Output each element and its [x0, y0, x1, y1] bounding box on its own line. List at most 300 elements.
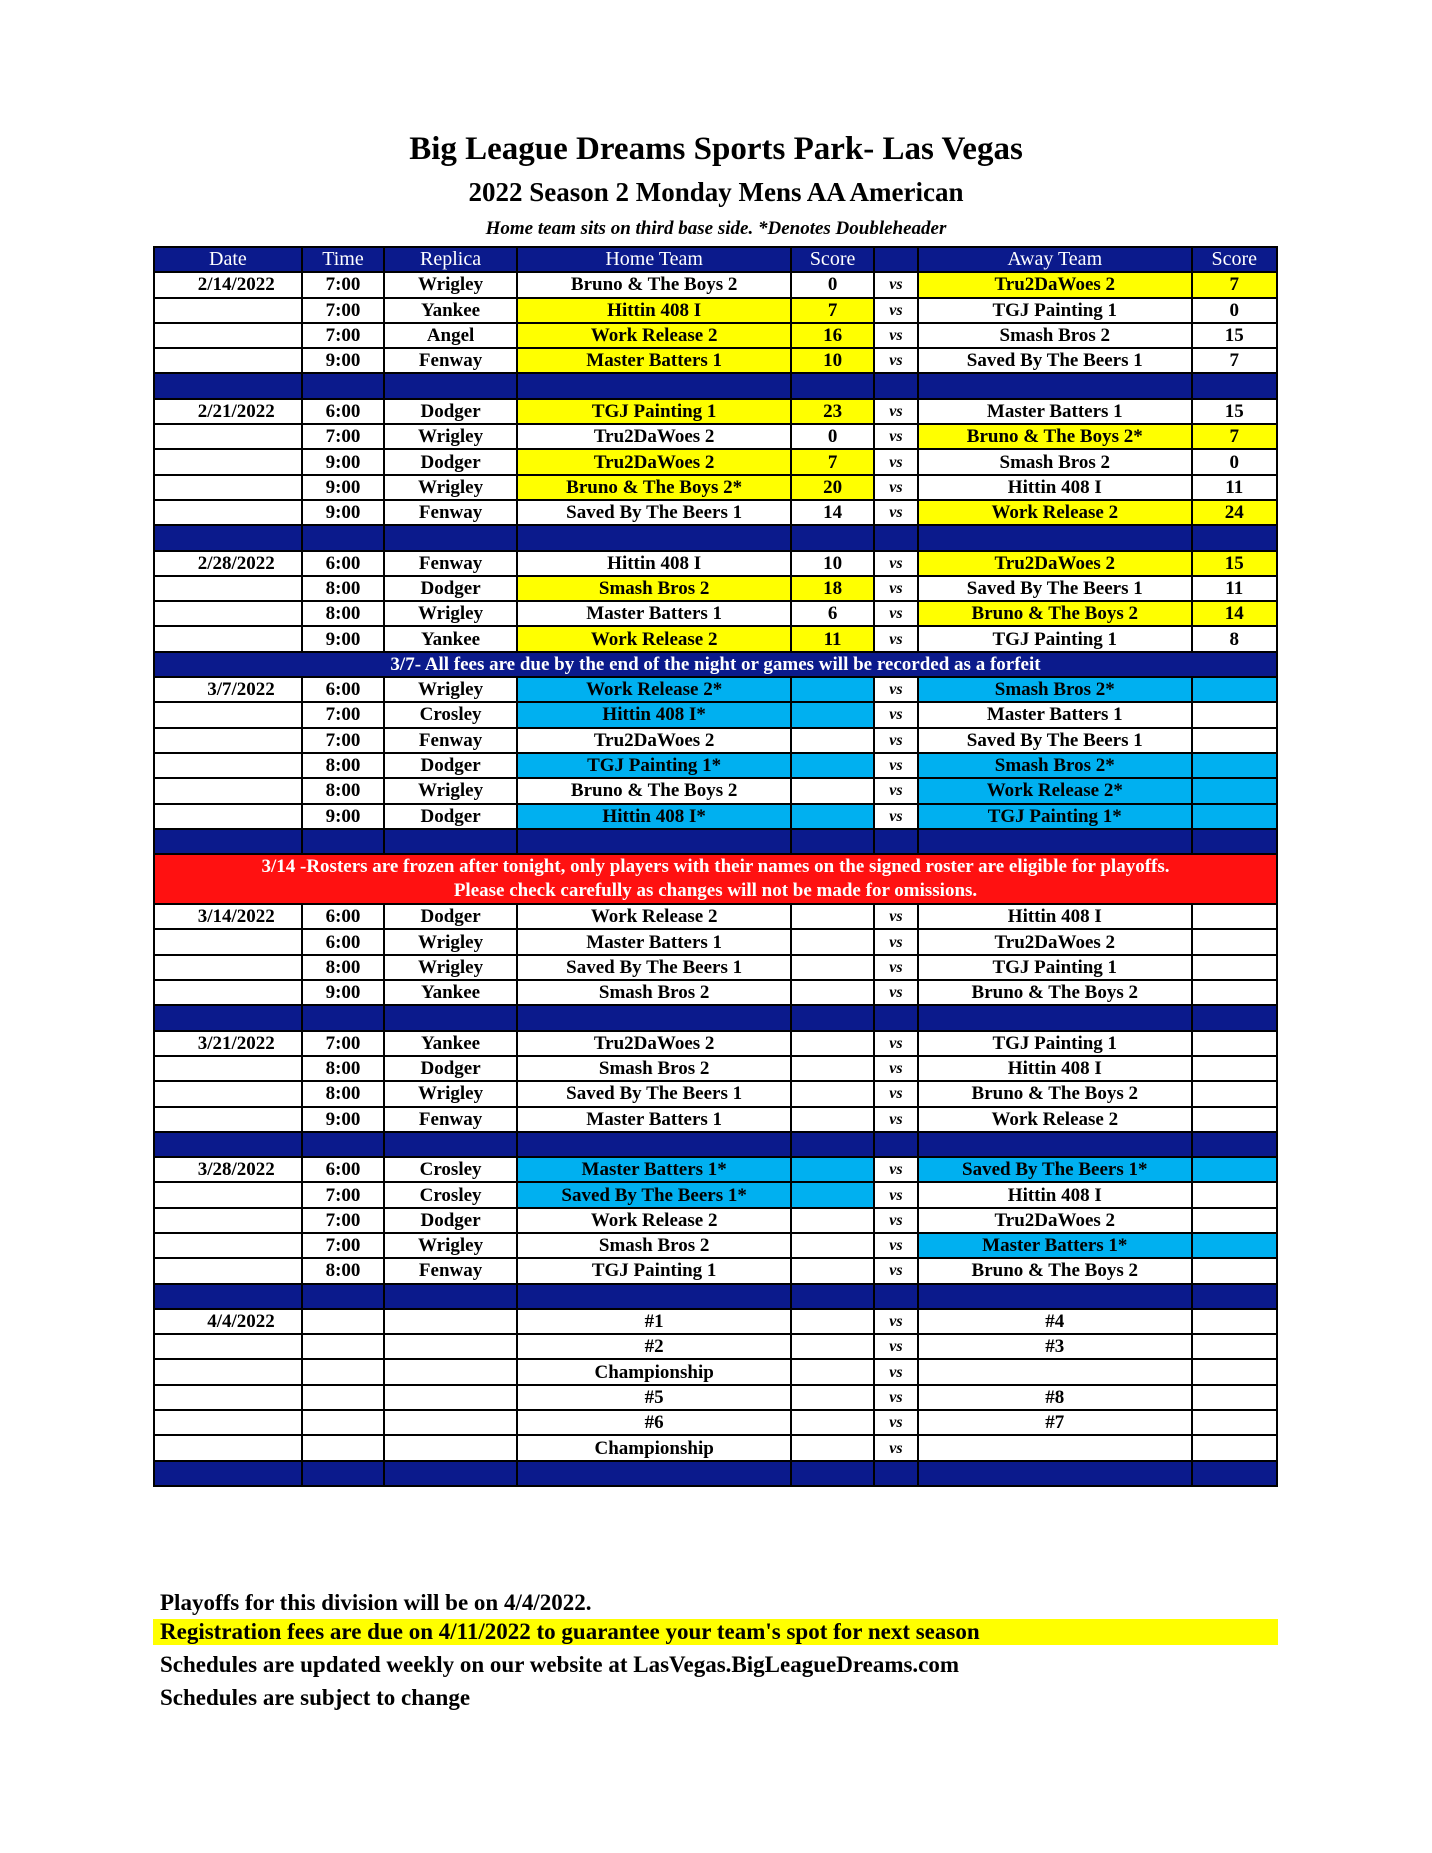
home-team: Work Release 2 [517, 323, 791, 348]
vs-label: vs [874, 1334, 918, 1359]
game-row [154, 1233, 1277, 1258]
away-score [1192, 753, 1278, 778]
separator-cell [1192, 373, 1278, 398]
field-replica: Dodger [384, 1208, 517, 1233]
game-time: 7:00 [302, 702, 384, 727]
home-score [791, 677, 873, 702]
game-date [154, 298, 302, 323]
game-date [154, 980, 302, 1005]
vs-label: vs [874, 1208, 918, 1233]
vs-label: vs [874, 677, 918, 702]
home-team: Saved By The Beers 1* [517, 1182, 791, 1207]
separator-cell [874, 1461, 918, 1486]
game-time: 9:00 [302, 1107, 384, 1132]
vs-label: vs [874, 272, 918, 297]
game-date [154, 1233, 302, 1258]
field-replica: Crosley [384, 702, 517, 727]
game-row [154, 298, 1277, 323]
col-header-time: Time [302, 247, 384, 272]
game-time [302, 1410, 384, 1435]
roster-alert [154, 854, 1277, 904]
game-time: 8:00 [302, 1081, 384, 1106]
away-team: Hittin 408 I [918, 904, 1191, 929]
game-date [154, 1056, 302, 1081]
separator-cell [154, 1005, 302, 1030]
separator-cell [384, 1005, 517, 1030]
home-score [791, 804, 873, 829]
away-score: 11 [1192, 475, 1278, 500]
separator-cell [1192, 1461, 1278, 1486]
away-score: 7 [1192, 272, 1278, 297]
game-row [154, 677, 1277, 702]
game-row [154, 904, 1277, 929]
home-score: 7 [791, 449, 873, 474]
home-score [791, 955, 873, 980]
away-score: 15 [1192, 399, 1278, 424]
separator-cell [1192, 525, 1278, 550]
home-score [791, 904, 873, 929]
game-row [154, 1031, 1277, 1056]
game-date [154, 424, 302, 449]
away-score [1192, 1334, 1278, 1359]
separator-cell [874, 1284, 918, 1309]
home-team: TGJ Painting 1* [517, 753, 791, 778]
schedule-body [154, 272, 1277, 1486]
home-score: 0 [791, 424, 873, 449]
home-team: Smash Bros 2 [517, 576, 791, 601]
game-time: 9:00 [302, 475, 384, 500]
vs-label: vs [874, 1309, 918, 1334]
away-score [1192, 904, 1278, 929]
field-replica [384, 1334, 517, 1359]
game-date [154, 804, 302, 829]
game-time: 7:00 [302, 298, 384, 323]
game-row [154, 475, 1277, 500]
field-replica [384, 1435, 517, 1460]
home-team: Tru2DaWoes 2 [517, 449, 791, 474]
game-time: 7:00 [302, 323, 384, 348]
home-team: Master Batters 1 [517, 348, 791, 373]
vs-label: vs [874, 955, 918, 980]
away-team: Tru2DaWoes 2 [918, 551, 1191, 576]
game-date: 3/7/2022 [154, 677, 302, 702]
home-team: #1 [517, 1309, 791, 1334]
home-team: Work Release 2 [517, 1208, 791, 1233]
separator-cell [918, 373, 1191, 398]
game-time: 8:00 [302, 778, 384, 803]
separator-cell [154, 525, 302, 550]
vs-label: vs [874, 904, 918, 929]
separator-cell [791, 1461, 873, 1486]
schedule-note: Home team sits on third base side. *Denotes Doubleheader [485, 218, 947, 239]
game-time: 8:00 [302, 576, 384, 601]
home-score [791, 1056, 873, 1081]
game-time: 7:00 [302, 728, 384, 753]
away-score: 7 [1192, 424, 1278, 449]
home-score: 0 [791, 272, 873, 297]
field-replica [384, 1309, 517, 1334]
col-header-home-score: Score [791, 247, 873, 272]
vs-label: vs [874, 1157, 918, 1182]
away-score [1192, 980, 1278, 1005]
separator-cell [517, 1132, 791, 1157]
away-team: Bruno & The Boys 2* [918, 424, 1191, 449]
home-score: 16 [791, 323, 873, 348]
vs-label: vs [874, 1056, 918, 1081]
away-score [1192, 778, 1278, 803]
game-date [154, 702, 302, 727]
away-team: Smash Bros 2* [918, 753, 1191, 778]
away-team: Saved By The Beers 1* [918, 1157, 1191, 1182]
game-time: 7:00 [302, 1233, 384, 1258]
away-team: Hittin 408 I [918, 1182, 1191, 1207]
footer-registration-note: Registration fees are due on 4/11/2022 to guarantee your team's spot for next season [153, 1619, 1278, 1645]
game-date [154, 1359, 302, 1384]
page-subtitle: 2022 Season 2 Monday Mens AA American [468, 177, 964, 207]
home-score: 23 [791, 399, 873, 424]
game-time: 9:00 [302, 348, 384, 373]
separator-row [154, 1132, 1277, 1157]
game-row [154, 1081, 1277, 1106]
home-team: Hittin 408 I [517, 551, 791, 576]
home-team: Bruno & The Boys 2* [517, 475, 791, 500]
away-score [1192, 677, 1278, 702]
separator-cell [517, 525, 791, 550]
game-time: 6:00 [302, 929, 384, 954]
vs-label: vs [874, 424, 918, 449]
separator-cell [302, 1132, 384, 1157]
col-header-away-team: Away Team [918, 247, 1191, 272]
away-team: Smash Bros 2 [918, 449, 1191, 474]
home-team: #5 [517, 1385, 791, 1410]
game-date: 3/28/2022 [154, 1157, 302, 1182]
home-score: 10 [791, 348, 873, 373]
away-score [1192, 1107, 1278, 1132]
separator-cell [517, 1461, 791, 1486]
vs-label: vs [874, 753, 918, 778]
away-team: Bruno & The Boys 2 [918, 980, 1191, 1005]
away-score [1192, 1309, 1278, 1334]
vs-label: vs [874, 728, 918, 753]
game-date [154, 1410, 302, 1435]
away-team: Master Batters 1 [918, 399, 1191, 424]
home-score [791, 1385, 873, 1410]
game-row [154, 1334, 1277, 1359]
game-date [154, 955, 302, 980]
home-score [791, 980, 873, 1005]
home-score: 18 [791, 576, 873, 601]
home-score [791, 1359, 873, 1384]
game-date [154, 500, 302, 525]
away-team: Master Batters 1 [918, 702, 1191, 727]
game-row [154, 1208, 1277, 1233]
game-row [154, 1385, 1277, 1410]
separator-cell [384, 1132, 517, 1157]
field-replica: Dodger [384, 753, 517, 778]
field-replica: Fenway [384, 551, 517, 576]
away-score [1192, 1359, 1278, 1384]
home-team: Work Release 2 [517, 626, 791, 651]
game-date: 2/28/2022 [154, 551, 302, 576]
field-replica: Fenway [384, 1107, 517, 1132]
home-team: Hittin 408 I [517, 298, 791, 323]
game-date [154, 1208, 302, 1233]
game-date [154, 778, 302, 803]
field-replica: Crosley [384, 1157, 517, 1182]
home-team: TGJ Painting 1 [517, 1258, 791, 1283]
footer-website-note: Schedules are updated weekly on our website at LasVegas.BigLeagueDreams.com [160, 1652, 960, 1677]
away-score [1192, 702, 1278, 727]
separator-cell [791, 1284, 873, 1309]
away-team: Work Release 2 [918, 1107, 1191, 1132]
away-team: TGJ Painting 1 [918, 955, 1191, 980]
separator-row [154, 1461, 1277, 1486]
game-date: 3/14/2022 [154, 904, 302, 929]
away-score [1192, 1410, 1278, 1435]
game-row [154, 1258, 1277, 1283]
away-score: 0 [1192, 298, 1278, 323]
home-team: Master Batters 1 [517, 929, 791, 954]
away-team: TGJ Painting 1 [918, 298, 1191, 323]
home-score: 10 [791, 551, 873, 576]
field-replica [384, 1359, 517, 1384]
field-replica: Dodger [384, 1056, 517, 1081]
vs-label: vs [874, 449, 918, 474]
game-time: 8:00 [302, 955, 384, 980]
vs-label: vs [874, 1081, 918, 1106]
game-row [154, 753, 1277, 778]
away-team: Saved By The Beers 1 [918, 348, 1191, 373]
game-date [154, 1258, 302, 1283]
vs-label: vs [874, 298, 918, 323]
home-team: Work Release 2* [517, 677, 791, 702]
home-team: #2 [517, 1334, 791, 1359]
away-score: 15 [1192, 323, 1278, 348]
away-team: Bruno & The Boys 2 [918, 1258, 1191, 1283]
away-team: #4 [918, 1309, 1191, 1334]
separator-cell [517, 829, 791, 854]
game-date [154, 728, 302, 753]
game-time: 6:00 [302, 677, 384, 702]
away-score [1192, 1233, 1278, 1258]
field-replica: Dodger [384, 804, 517, 829]
game-time: 7:00 [302, 1031, 384, 1056]
away-score [1192, 929, 1278, 954]
away-score: 8 [1192, 626, 1278, 651]
game-row [154, 804, 1277, 829]
game-date [154, 1107, 302, 1132]
separator-cell [302, 1284, 384, 1309]
game-date [154, 1334, 302, 1359]
away-score: 24 [1192, 500, 1278, 525]
away-team [918, 1359, 1191, 1384]
away-score [1192, 1435, 1278, 1460]
field-replica [384, 1385, 517, 1410]
away-score [1192, 1157, 1278, 1182]
field-replica: Yankee [384, 626, 517, 651]
separator-cell [918, 1005, 1191, 1030]
field-replica: Dodger [384, 449, 517, 474]
game-row [154, 348, 1277, 373]
home-team: Master Batters 1 [517, 601, 791, 626]
vs-label: vs [874, 1107, 918, 1132]
game-row [154, 601, 1277, 626]
separator-row [154, 525, 1277, 550]
separator-cell [791, 829, 873, 854]
home-score [791, 1233, 873, 1258]
game-time: 6:00 [302, 1157, 384, 1182]
game-row [154, 1410, 1277, 1435]
away-team: Master Batters 1* [918, 1233, 1191, 1258]
game-date [154, 449, 302, 474]
vs-label: vs [874, 348, 918, 373]
away-score: 15 [1192, 551, 1278, 576]
vs-label: vs [874, 475, 918, 500]
separator-cell [874, 525, 918, 550]
field-replica: Crosley [384, 1182, 517, 1207]
separator-cell [384, 1461, 517, 1486]
col-header-away-score: Score [1192, 247, 1278, 272]
home-team: Smash Bros 2 [517, 1056, 791, 1081]
away-team: Tru2DaWoes 2 [918, 929, 1191, 954]
away-team: TGJ Painting 1 [918, 1031, 1191, 1056]
home-score [791, 1031, 873, 1056]
game-date: 2/21/2022 [154, 399, 302, 424]
separator-cell [384, 373, 517, 398]
away-team: Bruno & The Boys 2 [918, 601, 1191, 626]
roster-alert-row [154, 854, 1277, 904]
game-time: 8:00 [302, 1258, 384, 1283]
separator-cell [384, 1284, 517, 1309]
home-score: 6 [791, 601, 873, 626]
home-score [791, 778, 873, 803]
away-team: #7 [918, 1410, 1191, 1435]
field-replica: Fenway [384, 500, 517, 525]
game-row [154, 399, 1277, 424]
vs-label: vs [874, 1031, 918, 1056]
field-replica: Angel [384, 323, 517, 348]
away-score [1192, 804, 1278, 829]
separator-cell [302, 829, 384, 854]
game-date: 3/21/2022 [154, 1031, 302, 1056]
game-time: 8:00 [302, 601, 384, 626]
separator-cell [384, 525, 517, 550]
game-row [154, 702, 1277, 727]
vs-label: vs [874, 626, 918, 651]
away-team [918, 1435, 1191, 1460]
separator-cell [874, 1132, 918, 1157]
away-score [1192, 1081, 1278, 1106]
game-time: 9:00 [302, 449, 384, 474]
away-team: Smash Bros 2* [918, 677, 1191, 702]
separator-row [154, 1005, 1277, 1030]
game-date [154, 929, 302, 954]
game-date: 4/4/2022 [154, 1309, 302, 1334]
field-replica: Fenway [384, 728, 517, 753]
home-team: Tru2DaWoes 2 [517, 424, 791, 449]
separator-cell [302, 373, 384, 398]
field-replica: Wrigley [384, 272, 517, 297]
home-team: Smash Bros 2 [517, 1233, 791, 1258]
game-time [302, 1309, 384, 1334]
game-date [154, 1081, 302, 1106]
home-score [791, 1410, 873, 1435]
away-team: Work Release 2 [918, 500, 1191, 525]
separator-cell [302, 1461, 384, 1486]
home-team: Saved By The Beers 1 [517, 1081, 791, 1106]
game-date [154, 348, 302, 373]
game-row [154, 1309, 1277, 1334]
home-team: Smash Bros 2 [517, 980, 791, 1005]
vs-label: vs [874, 980, 918, 1005]
away-team: Work Release 2* [918, 778, 1191, 803]
home-score [791, 1334, 873, 1359]
field-replica: Dodger [384, 904, 517, 929]
away-score: 7 [1192, 348, 1278, 373]
field-replica: Yankee [384, 1031, 517, 1056]
separator-cell [154, 373, 302, 398]
vs-label: vs [874, 1233, 918, 1258]
home-team: Master Batters 1 [517, 1107, 791, 1132]
game-row [154, 323, 1277, 348]
home-score [791, 1258, 873, 1283]
away-team: Tru2DaWoes 2 [918, 272, 1191, 297]
away-team: Smash Bros 2 [918, 323, 1191, 348]
home-score [791, 702, 873, 727]
game-row [154, 500, 1277, 525]
separator-cell [791, 525, 873, 550]
away-team: Hittin 408 I [918, 1056, 1191, 1081]
home-team: #6 [517, 1410, 791, 1435]
home-score [791, 1182, 873, 1207]
away-score [1192, 1258, 1278, 1283]
col-header-vs [874, 247, 918, 272]
separator-row [154, 829, 1277, 854]
separator-row [154, 1284, 1277, 1309]
vs-label: vs [874, 1435, 918, 1460]
vs-label: vs [874, 804, 918, 829]
separator-cell [154, 1461, 302, 1486]
separator-cell [874, 829, 918, 854]
field-replica: Wrigley [384, 601, 517, 626]
home-team: Tru2DaWoes 2 [517, 728, 791, 753]
game-time: 6:00 [302, 904, 384, 929]
col-header-date: Date [154, 247, 302, 272]
separator-cell [918, 525, 1191, 550]
home-team: Bruno & The Boys 2 [517, 778, 791, 803]
notice-row [154, 652, 1277, 677]
game-row [154, 728, 1277, 753]
game-time: 9:00 [302, 626, 384, 651]
away-team: TGJ Painting 1* [918, 804, 1191, 829]
separator-cell [874, 1005, 918, 1030]
vs-label: vs [874, 778, 918, 803]
game-time: 6:00 [302, 399, 384, 424]
field-replica: Wrigley [384, 1233, 517, 1258]
away-score [1192, 1385, 1278, 1410]
game-time: 7:00 [302, 424, 384, 449]
game-time: 7:00 [302, 1208, 384, 1233]
away-score: 11 [1192, 576, 1278, 601]
game-time [302, 1334, 384, 1359]
schedule-table [153, 246, 1278, 1487]
away-score: 0 [1192, 449, 1278, 474]
game-time: 9:00 [302, 980, 384, 1005]
field-replica: Wrigley [384, 424, 517, 449]
game-row [154, 424, 1277, 449]
away-score [1192, 1031, 1278, 1056]
home-team: TGJ Painting 1 [517, 399, 791, 424]
